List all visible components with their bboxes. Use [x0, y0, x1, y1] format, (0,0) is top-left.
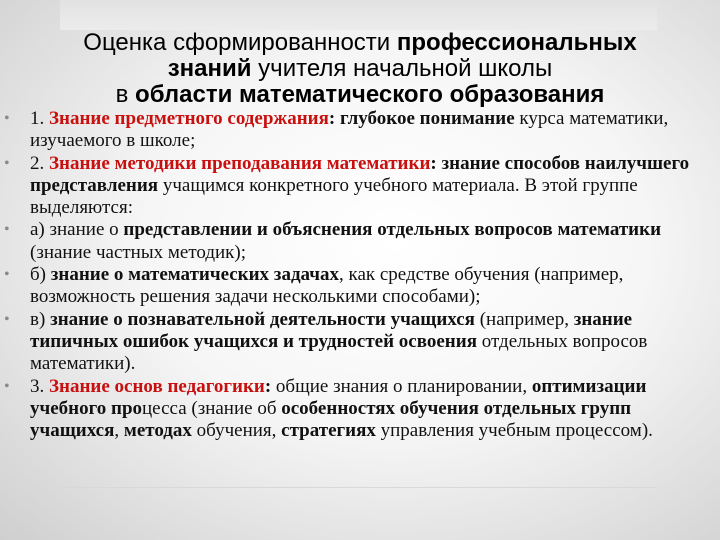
- item-number: 3.: [30, 375, 49, 397]
- item-bold-text: знание типичных ошибок учащихся и трудностей освоения: [30, 308, 633, 352]
- header-bar: [60, 0, 657, 30]
- divider: [60, 487, 657, 488]
- list-item: [0, 219, 718, 264]
- item-bold-text: оптимизации учебного про: [30, 375, 647, 419]
- bullet-list: [0, 108, 718, 442]
- title-text: учителя начальной школы: [251, 55, 553, 82]
- item-bold-text: стратегиях: [281, 420, 376, 442]
- item-text: , как средстве обучения (например, возможность решения задачи несколькими способами);: [30, 264, 624, 308]
- item-text: курса математики, изучаемого в школе;: [30, 108, 669, 152]
- slide-title: [20, 30, 700, 108]
- item-text: отдельных вопросов математики).: [30, 330, 648, 375]
- title-text: Оценка сформированности: [83, 29, 397, 56]
- list-item: [0, 108, 718, 153]
- item-text: общие знания о планировании,: [275, 375, 532, 397]
- item-bold-text: методах: [123, 420, 192, 442]
- item-colon: :: [328, 108, 340, 129]
- item-heading: Знание предметного содержания: [49, 108, 329, 129]
- item-bold-text: особенностях обучения отдельных групп учащихся: [30, 397, 632, 442]
- item-heading: Знание основ педагогики: [49, 375, 265, 397]
- item-bold-text: знание о познавательной деятельности учащихся: [50, 308, 475, 330]
- item-bold-text: знание способов наилучшего представления: [30, 152, 690, 196]
- list-item: [0, 376, 718, 443]
- item-colon: :: [264, 375, 276, 397]
- title-bold: знаний: [167, 55, 252, 82]
- title-line-2: [20, 56, 700, 82]
- title-bold: области математического образования: [135, 81, 605, 108]
- list-item: [0, 264, 718, 309]
- item-colon: :: [430, 152, 442, 174]
- item-number: 1.: [30, 108, 49, 129]
- title-line-1: [20, 30, 700, 56]
- list-item: [0, 153, 718, 220]
- title-line-3: [20, 82, 700, 108]
- list-item: [0, 309, 718, 376]
- item-heading: Знание методики преподавания математики: [49, 152, 431, 174]
- title-text: в: [115, 81, 136, 108]
- item-text: управления учебным процессом).: [375, 420, 653, 442]
- item-text: учащимся конкретного учебного материала. В этой группе выделяются:: [30, 174, 638, 219]
- item-bold-text: представлении и объяснения отдельных вопросов математики: [123, 219, 662, 241]
- item-number: 2.: [30, 152, 49, 174]
- item-text: в): [30, 308, 51, 330]
- item-text: (например,: [474, 308, 574, 330]
- item-text: цесса (знание об: [142, 397, 282, 419]
- item-bold-text: глубокое понимание: [339, 108, 515, 129]
- item-text: (знание частных методик);: [30, 241, 246, 263]
- title-bold: профессиональных: [396, 29, 637, 56]
- item-text: б): [30, 264, 51, 286]
- item-bold-text: знание о математических задачах: [50, 264, 340, 286]
- item-text: а) знание о: [30, 219, 124, 241]
- item-text: ,: [114, 420, 124, 442]
- item-text: обучения,: [191, 420, 282, 442]
